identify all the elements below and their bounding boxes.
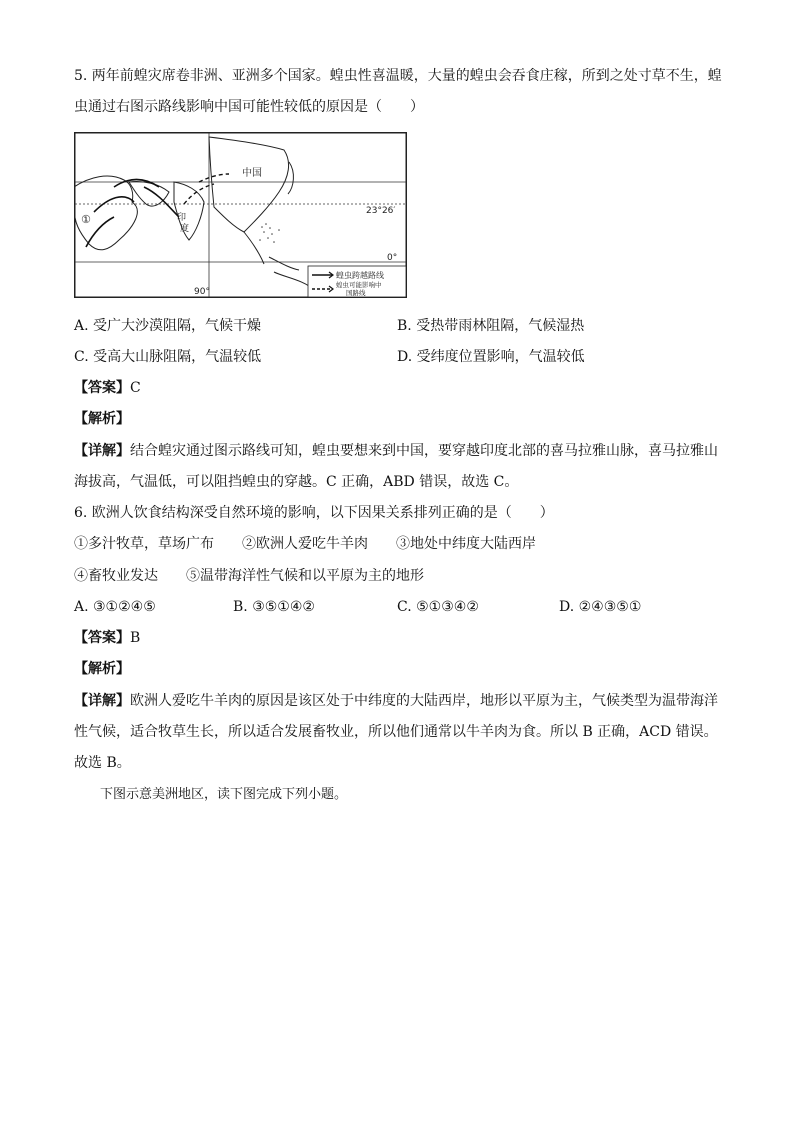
q5-answer-label: 【答案】: [74, 380, 130, 396]
q6-answer: [74, 628, 140, 648]
label-region-1: ①: [81, 213, 91, 226]
q5-option-d: D. 受纬度位置影响，气温较低: [397, 349, 585, 365]
q5-analysis-label: 【解析】: [74, 411, 130, 427]
q6-items-line2: ④畜牧业发达 ⑤温带海洋性气候和以平原为主的地形: [74, 568, 424, 584]
q6-analysis-label: 【解析】: [74, 661, 130, 677]
q6-detail-label: 【详解】: [74, 693, 130, 709]
q5-answer-value: C: [130, 380, 141, 396]
q5-stem-line1: 5. 两年前蝗灾席卷非洲、亚洲多个国家。蝗虫性喜温暖，大量的蝗虫会吞食庄稼，所到之处寸草不生，蝗: [74, 68, 722, 84]
label-equator: 0°: [387, 253, 398, 263]
label-china: 中国: [242, 168, 262, 179]
label-india-2: 度: [180, 224, 190, 234]
q5-answer: [74, 378, 141, 398]
q5-detail-label: 【详解】: [74, 443, 130, 459]
q6-answer-value: B: [130, 630, 141, 646]
legend-label-possible-2: 国路线: [346, 289, 366, 297]
legend-label-crossing: 蝗虫跨越路线: [336, 271, 384, 280]
q5-stem-line2: 虫通过右图示路线影响中国可能性较低的原因是（ ）: [74, 99, 424, 115]
q6-answer-label: 【答案】: [74, 630, 130, 646]
next-section-intro: 下图示意美洲地区，读下图完成下列小题。: [100, 787, 348, 802]
q5-detail-line1: [74, 441, 718, 461]
q6-stem: 6. 欧洲人饮食结构深受自然环境的影响，以下因果关系排列正确的是（ ）: [74, 505, 554, 521]
q6-detail-line1: [74, 691, 718, 711]
q6-items-line1: ①多汁牧草，草场广布 ②欧洲人爱吃牛羊肉 ③地处中纬度大陆西岸: [74, 536, 536, 552]
q5-detail-text1: 结合蝗灾通过图示路线可知，蝗虫要想来到中国，要穿越印度北部的喜马拉雅山脉，喜马拉雅山: [130, 443, 718, 459]
q6-detail-text1: 欧洲人爱吃牛羊肉的原因是该区处于中纬度的大陆西岸，地形以平原为主，气候类型为温带海洋: [130, 693, 718, 709]
q6-option-d: D. ②④③⑤①: [559, 599, 642, 615]
q5-option-a: A. 受广大沙漠阻隔，气候干燥: [74, 318, 262, 334]
legend-label-possible-1: 蝗虫可能影响中: [336, 281, 382, 289]
q5-option-c: C. 受高大山脉阻隔，气温较低: [74, 349, 262, 365]
label-india-1: 印: [177, 213, 187, 223]
q6-option-a: A. ③①②④⑤: [74, 599, 156, 615]
q5-option-b: B. 受热带雨林阻隔，气候湿热: [397, 318, 585, 334]
q6-detail-line3: 故选 B。: [74, 755, 131, 771]
q6-option-b: B. ③⑤①④②: [233, 599, 315, 615]
label-lon-90: 90°: [194, 287, 210, 297]
map-legend: [308, 266, 406, 297]
q5-detail-line2: 海拔高，气温低，可以阻挡蝗虫的穿越。C 正确，ABD 错误，故选 C。: [74, 474, 519, 490]
q6-detail-line2: 性气候，适合牧草生长，所以适合发展畜牧业，所以他们通常以牛羊肉为食。所以 B 正确，ACD 错误。: [74, 724, 718, 740]
q6-option-c: C. ⑤①③④②: [397, 599, 479, 615]
locust-route-map: [74, 132, 407, 298]
label-tropic: 23°26′: [366, 206, 396, 216]
